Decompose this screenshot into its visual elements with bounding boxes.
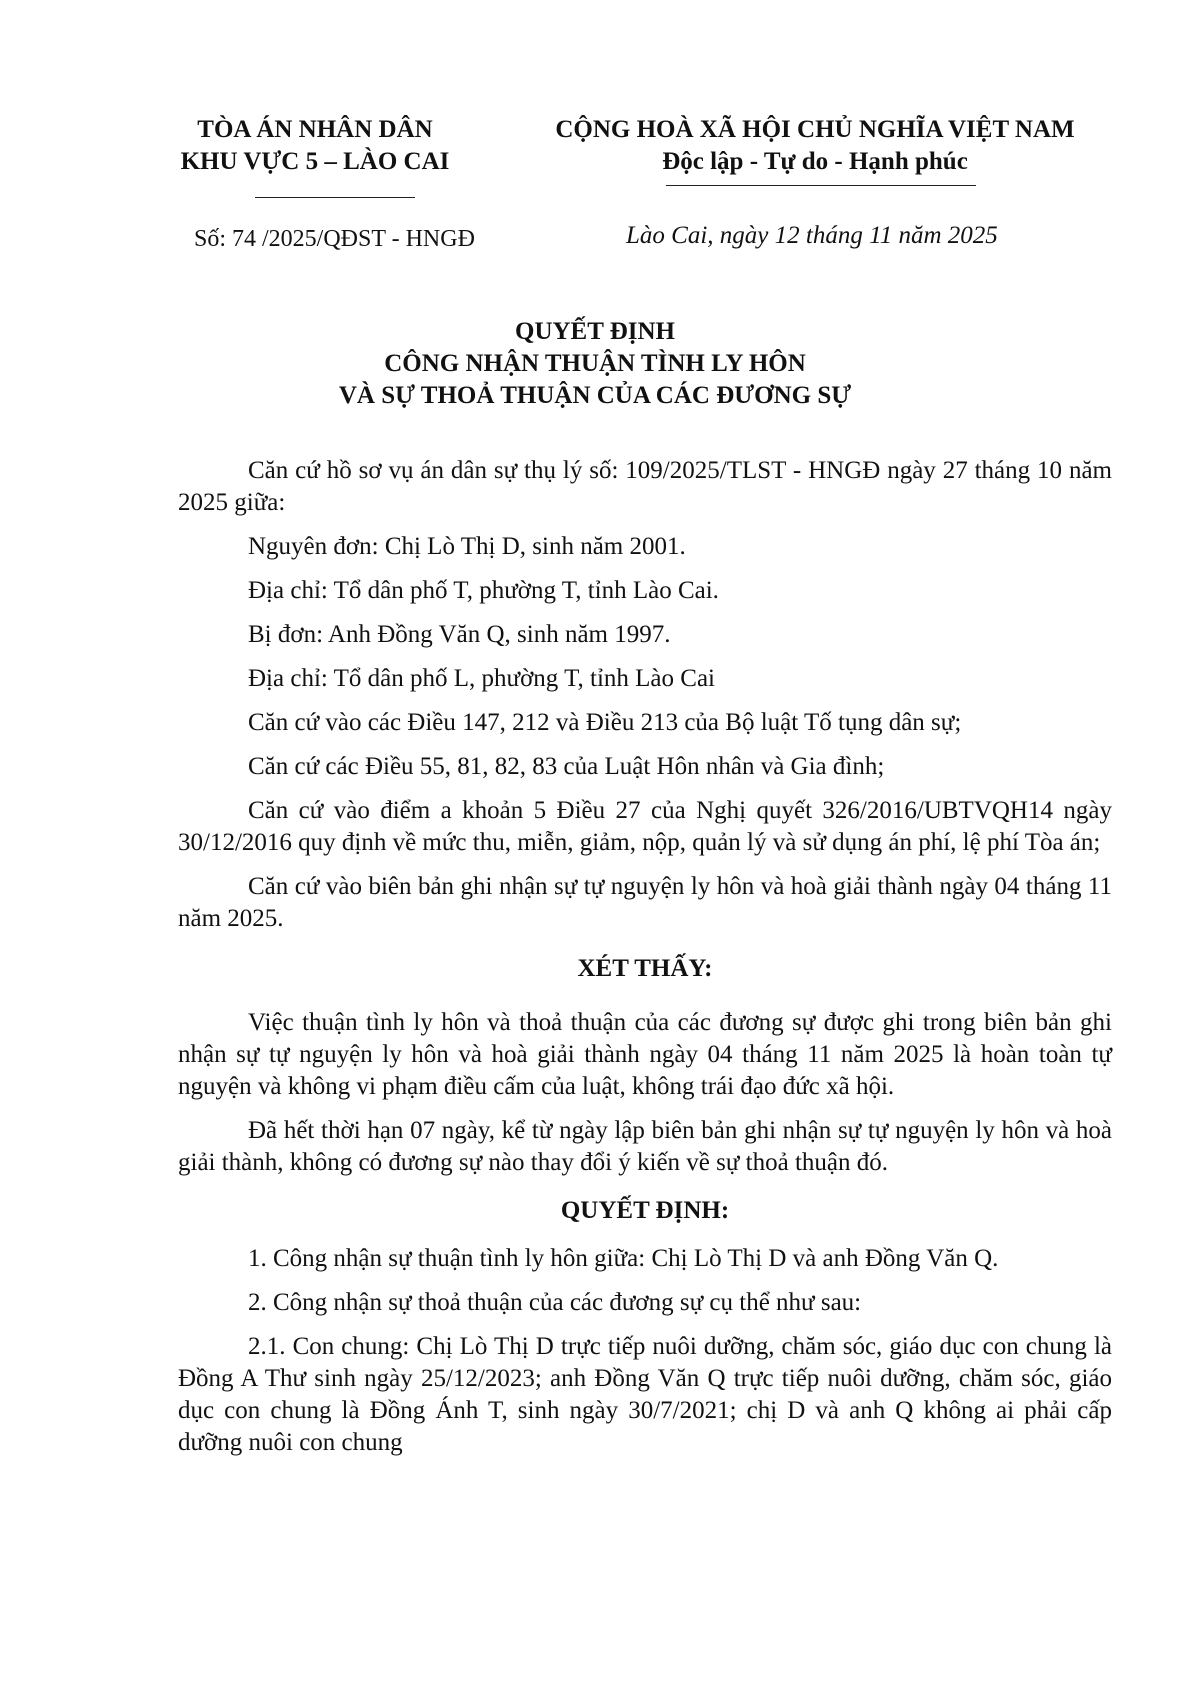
- motto-underline: [666, 185, 976, 186]
- decision-item-2-1: 2.1. Con chung: Chị Lò Thị D trực tiếp nuôi dưỡng, chăm sóc, giáo dục con chung là Đồng A Thư sinh ngày 25/12/2023; anh Đồng Văn Q trực tiếp nuôi dưỡng, chăm sóc, giáo dục con chung là Đồng Ánh T, sinh ngày 30/7/2021; chị D và anh Q không ai phải cấp dưỡng nuôi con chung: [178, 1333, 1112, 1456]
- court-underline: [255, 197, 415, 198]
- decision-item-1: 1. Công nhận sự thuận tình ly hôn giữa: Chị Lò Thị D và anh Đồng Văn Q.: [248, 1245, 999, 1272]
- nation-name: CỘNG HOÀ XÃ HỘI CHỦ NGHĨA VIỆT NAM: [555, 116, 1075, 143]
- court-name-line2: KHU VỰC 5 – LÀO CAI: [180, 148, 450, 175]
- document-title: QUYẾT ĐỊNH: [515, 318, 675, 345]
- basis-record-paragraph: Căn cứ vào biên bản ghi nhận sự tự nguyện ly hôn và hoà giải thành ngày 04 tháng 11 năm 2025.: [178, 873, 1112, 932]
- plaintiff-address-line: Địa chỉ: Tổ dân phố T, phường T, tỉnh Lào Cai.: [248, 577, 719, 604]
- findings-heading: XÉT THẤY:: [577, 955, 713, 982]
- nation-motto: Độc lập - Tự do - Hạnh phúc: [662, 148, 968, 175]
- decision-heading: QUYẾT ĐỊNH:: [560, 1197, 730, 1224]
- basis-case-paragraph: Căn cứ hồ sơ vụ án dân sự thụ lý số: 109/2025/TLST - HNGĐ ngày 27 tháng 10 năm 2025 giữa:: [178, 457, 1112, 516]
- document-number: Số: 74 /2025/QĐST - HNGĐ: [194, 226, 475, 252]
- defendant-address-line: Địa chỉ: Tổ dân phố L, phường T, tỉnh Lào Cai: [248, 665, 715, 692]
- plaintiff-line: Nguyên đơn: Chị Lò Thị D, sinh năm 2001.: [248, 533, 686, 560]
- basis-resolution-paragraph: Căn cứ vào điểm a khoản 5 Điều 27 của Nghị quyết 326/2016/UBTVQH14 ngày 30/12/2016 quy định về mức thu, miễn, giảm, nộp, quản lý và sử dụng án phí, lệ phí Tòa án;: [178, 797, 1112, 856]
- document-body: [178, 455, 1112, 1459]
- court-name-line1: TÒA ÁN NHÂN DÂN: [197, 116, 433, 143]
- findings-paragraph-1: Việc thuận tình ly hôn và thoả thuận của các đương sự được ghi trong biên bản ghi nhận sự tự nguyện ly hôn và hoà giải thành ngày 04 tháng 11 năm 2025 là hoàn toàn tự nguyện và không vi phạm điều cấm của luật, không trái đạo đức xã hội.: [178, 1009, 1112, 1100]
- defendant-line: Bị đơn: Anh Đồng Văn Q, sinh năm 1997.: [248, 621, 671, 648]
- findings-paragraph-2: Đã hết thời hạn 07 ngày, kể từ ngày lập biên bản ghi nhận sự tự nguyện ly hôn và hoà giải thành, không có đương sự nào thay đổi ý kiến về sự thoả thuận đó.: [178, 1117, 1112, 1176]
- basis-marriage-law: Căn cứ các Điều 55, 81, 82, 83 của Luật Hôn nhân và Gia đình;: [248, 753, 885, 780]
- document-subtitle-line2: VÀ SỰ THOẢ THUẬN CỦA CÁC ĐƯƠNG SỰ: [338, 382, 852, 409]
- place-date: Lào Cai, ngày 12 tháng 11 năm 2025: [626, 222, 998, 249]
- basis-civil-procedure: Căn cứ vào các Điều 147, 212 và Điều 213 của Bộ luật Tố tụng dân sự;: [248, 709, 962, 736]
- decision-item-2: 2. Công nhận sự thoả thuận của các đương sự cụ thể như sau:: [248, 1289, 862, 1316]
- document-subtitle-line1: CÔNG NHẬN THUẬN TÌNH LY HÔN: [384, 350, 806, 377]
